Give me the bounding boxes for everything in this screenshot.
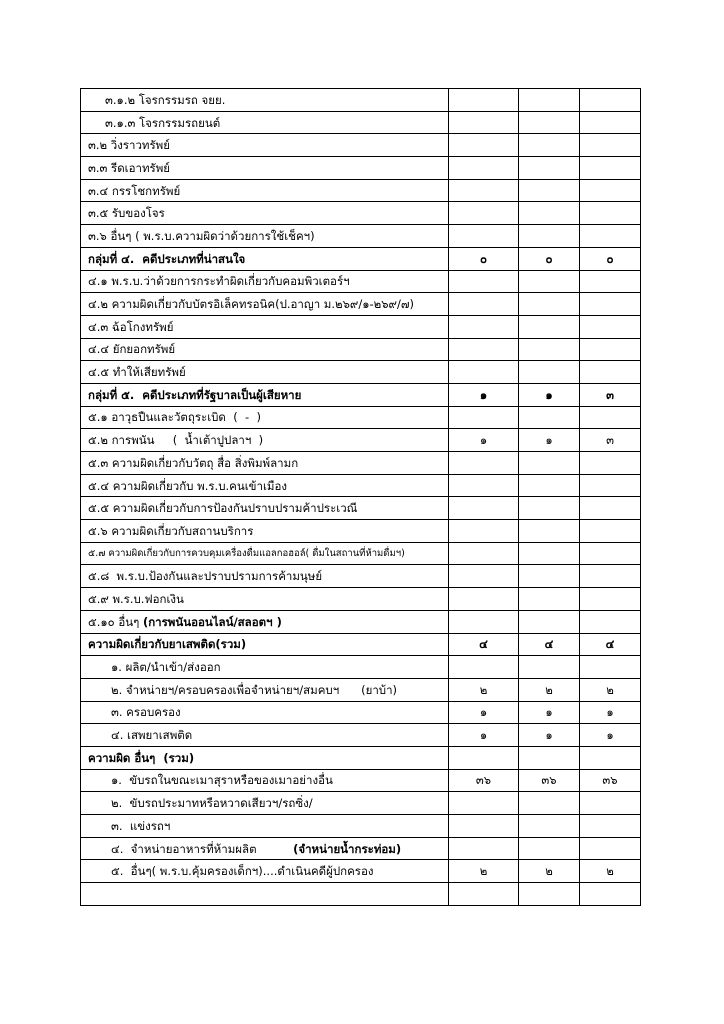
- value-cell-2: [519, 89, 580, 112]
- value-cell-1: [449, 497, 519, 520]
- row-label-text: ๓.๑.๓ โจรกรรมรถยนต์: [105, 115, 221, 130]
- row-label: [81, 315, 449, 338]
- row-label: [81, 452, 449, 475]
- value-cell-2: [519, 474, 580, 497]
- table-row: [81, 769, 641, 792]
- table-row: [81, 883, 641, 906]
- value-cell-3: [580, 656, 641, 679]
- table-row: [81, 724, 641, 747]
- value-cell-1: [449, 157, 519, 180]
- row-label-text: ๓.๒ วิ่งราวทรัพย์: [88, 138, 170, 153]
- row-label-text: ๒. ขับรถประมาทหรือหวาดเสียวฯ/รถซิ่ง/: [111, 796, 313, 811]
- table-row: [81, 111, 641, 134]
- value-cell-1: [449, 792, 519, 815]
- value-cell-1: ๒: [449, 860, 519, 883]
- value-cell-3: ๑: [580, 701, 641, 724]
- row-label: [81, 202, 449, 225]
- row-label-text: ๓.๔ กรรโชกทรัพย์: [88, 183, 181, 198]
- value-cell-3: [580, 202, 641, 225]
- value-cell-3: [580, 815, 641, 838]
- value-cell-2: [519, 746, 580, 769]
- value-cell-2: [519, 315, 580, 338]
- row-label-text: ๒. จำหน่ายฯ/ครอบครองเพื่อจำหน่ายฯ/สมคบฯ (ยาบ้า): [111, 682, 398, 697]
- value-cell-1: [449, 656, 519, 679]
- value-cell-1: [449, 883, 519, 906]
- value-cell-1: [449, 610, 519, 633]
- row-label-text: ๔. จำหน่ายอาหารที่ห้ามผลิต: [111, 841, 294, 856]
- value-cell-1: ๒: [449, 678, 519, 701]
- table-row: [81, 383, 641, 406]
- value-cell-3: [580, 746, 641, 769]
- row-label: [81, 247, 449, 270]
- row-label-text: ๔.๕ ทำให้เสียทรัพย์: [88, 365, 186, 380]
- row-label-text: ๕.๙ พ.ร.บ.ฟอกเงิน: [88, 591, 184, 606]
- row-label-text: ๔.๒ ความผิดเกี่ยวกับบัตรอิเล็คทรอนิค(ป.อาญา ม.๒๖๙/๑-๒๖๙/๗): [88, 297, 414, 312]
- row-label-text: ๕.๑ อาวุธปืนและวัตถุระเบิด ( - ): [88, 410, 261, 425]
- row-label: [81, 701, 449, 724]
- row-label-text: ๑. ผลิต/นำเข้า/ส่งออก: [111, 660, 221, 675]
- value-cell-3: [580, 542, 641, 565]
- table-row: [81, 202, 641, 225]
- row-label-text: กลุ่มที่ ๔. คดีประเภทที่น่าสนใจ: [88, 251, 246, 266]
- value-cell-3: ๓: [580, 383, 641, 406]
- row-label: [81, 565, 449, 588]
- value-cell-2: [519, 225, 580, 248]
- row-label-text: ความผิดเกี่ยวกับยาเสพติด(รวม): [88, 637, 247, 652]
- table-row: [81, 815, 641, 838]
- value-cell-2: [519, 157, 580, 180]
- value-cell-1: ๑: [449, 701, 519, 724]
- row-label: [81, 293, 449, 316]
- row-label-text: ๓. แข่งรถฯ: [111, 818, 171, 833]
- value-cell-2: [519, 656, 580, 679]
- table-row: [81, 474, 641, 497]
- value-cell-1: [449, 202, 519, 225]
- row-label-text: ๔.๔ ยักยอกทรัพย์: [88, 342, 176, 357]
- row-label: [81, 429, 449, 452]
- value-cell-1: [449, 315, 519, 338]
- value-cell-2: ๔: [519, 633, 580, 656]
- value-cell-2: [519, 452, 580, 475]
- table-row: [81, 315, 641, 338]
- table-row: [81, 361, 641, 384]
- table-row: [81, 225, 641, 248]
- row-label: [81, 792, 449, 815]
- row-label: [81, 588, 449, 611]
- value-cell-3: [580, 134, 641, 157]
- row-label: [81, 111, 449, 134]
- value-cell-1: [449, 89, 519, 112]
- value-cell-2: [519, 520, 580, 543]
- value-cell-3: [580, 157, 641, 180]
- row-label: [81, 179, 449, 202]
- value-cell-2: [519, 406, 580, 429]
- value-cell-2: ๐: [519, 247, 580, 270]
- table-row: [81, 792, 641, 815]
- value-cell-1: [449, 406, 519, 429]
- value-cell-3: [580, 792, 641, 815]
- row-label: [81, 610, 449, 633]
- row-label-text: กลุ่มที่ ๕. คดีประเภทที่รัฐบาลเป็นผู้เสียหาย: [88, 387, 302, 402]
- value-cell-2: [519, 293, 580, 316]
- row-label-text: ๕.๒ การพนัน ( น้ำเต้าปูปลาฯ ): [88, 433, 264, 448]
- value-cell-3: [580, 588, 641, 611]
- value-cell-1: ๑: [449, 429, 519, 452]
- value-cell-1: [449, 542, 519, 565]
- value-cell-3: ๓: [580, 429, 641, 452]
- row-label: [81, 724, 449, 747]
- table-row: [81, 452, 641, 475]
- table-row: [81, 270, 641, 293]
- row-label: [81, 860, 449, 883]
- value-cell-2: [519, 361, 580, 384]
- value-cell-2: [519, 134, 580, 157]
- table-row: [81, 565, 641, 588]
- row-label-emphasis: (จำหน่ายน้ำกระท่อม): [293, 841, 402, 856]
- row-label: [81, 837, 449, 860]
- row-label-text: ๔.๑ พ.ร.บ.ว่าด้วยการกระทำผิดเกี่ยวกับคอมพิวเตอร์ฯ: [88, 274, 350, 289]
- row-label-text: ๕.๑๐ อื่นๆ: [88, 614, 143, 629]
- value-cell-2: [519, 815, 580, 838]
- value-cell-3: ๐: [580, 247, 641, 270]
- row-label: [81, 542, 449, 565]
- value-cell-3: [580, 89, 641, 112]
- value-cell-1: [449, 134, 519, 157]
- row-label: [81, 678, 449, 701]
- value-cell-1: [449, 474, 519, 497]
- value-cell-1: ๐: [449, 247, 519, 270]
- value-cell-3: [580, 837, 641, 860]
- table-row: [81, 520, 641, 543]
- table-row: [81, 247, 641, 270]
- value-cell-2: [519, 610, 580, 633]
- value-cell-3: [580, 225, 641, 248]
- table-row: [81, 542, 641, 565]
- value-cell-3: ๑: [580, 724, 641, 747]
- value-cell-3: [580, 293, 641, 316]
- value-cell-3: [580, 474, 641, 497]
- row-label-text: ๔. เสพยาเสพติด: [111, 728, 193, 743]
- value-cell-2: [519, 792, 580, 815]
- value-cell-2: [519, 179, 580, 202]
- row-label: [81, 406, 449, 429]
- value-cell-1: [449, 179, 519, 202]
- table-row: [81, 89, 641, 112]
- value-cell-2: [519, 111, 580, 134]
- value-cell-2: [519, 270, 580, 293]
- value-cell-2: [519, 497, 580, 520]
- value-cell-2: ๑: [519, 383, 580, 406]
- value-cell-1: [449, 452, 519, 475]
- value-cell-2: ๒: [519, 860, 580, 883]
- value-cell-2: ๒: [519, 678, 580, 701]
- row-label-text: ๕.๕ ความผิดเกี่ยวกับการป้องกันปราบปรามค้าประเวณี: [88, 501, 358, 516]
- row-label: [81, 225, 449, 248]
- value-cell-3: ๒: [580, 678, 641, 701]
- value-cell-1: [449, 837, 519, 860]
- row-label-text: ความผิด อื่นๆ (รวม): [88, 750, 195, 765]
- row-label-text: ๔.๓ ฉ้อโกงทรัพย์: [88, 319, 174, 334]
- row-label: [81, 89, 449, 112]
- statistics-table: [80, 88, 641, 906]
- value-cell-3: [580, 361, 641, 384]
- value-cell-2: [519, 883, 580, 906]
- statistics-table-body: [81, 89, 641, 906]
- row-label: [81, 520, 449, 543]
- value-cell-3: ๓๖: [580, 769, 641, 792]
- row-label: [81, 497, 449, 520]
- value-cell-1: ๓๖: [449, 769, 519, 792]
- value-cell-1: [449, 815, 519, 838]
- row-label: [81, 815, 449, 838]
- row-label: [81, 883, 449, 906]
- value-cell-2: ๑: [519, 701, 580, 724]
- row-label-text: ๓.๓ รีดเอาทรัพย์: [88, 160, 171, 175]
- row-label-text: ๕.๘ พ.ร.บ.ป้องกันและปราบปรามการค้ามนุษย์: [88, 569, 323, 584]
- table-row: [81, 678, 641, 701]
- value-cell-3: [580, 111, 641, 134]
- row-label: [81, 656, 449, 679]
- value-cell-2: ๑: [519, 724, 580, 747]
- row-label: [81, 157, 449, 180]
- row-label-text: ๕.๗ ความผิดเกี่ยวกับการควบคุมเครื่องดื่มแอลกอฮอล์( ดื่มในสถานที่ห้ามดื่มฯ): [88, 547, 405, 559]
- value-cell-1: [449, 225, 519, 248]
- table-row: [81, 610, 641, 633]
- table-row: [81, 633, 641, 656]
- value-cell-3: [580, 315, 641, 338]
- value-cell-2: ๓๖: [519, 769, 580, 792]
- table-row: [81, 497, 641, 520]
- table-row: [81, 429, 641, 452]
- row-label: [81, 383, 449, 406]
- row-label-text: ๑. ขับรถในขณะเมาสุราหรือของเมาอย่างอื่น: [111, 773, 333, 788]
- value-cell-3: ๔: [580, 633, 641, 656]
- row-label: [81, 474, 449, 497]
- value-cell-1: [449, 293, 519, 316]
- row-label-text: ๓. ครอบครอง: [111, 705, 181, 720]
- table-row: [81, 588, 641, 611]
- value-cell-1: ๑: [449, 383, 519, 406]
- value-cell-3: [580, 883, 641, 906]
- row-label: [81, 633, 449, 656]
- value-cell-3: [580, 406, 641, 429]
- table-row: [81, 701, 641, 724]
- row-label-emphasis: (การพนันออนไลน์/สลอตฯ ): [142, 614, 282, 629]
- value-cell-3: [580, 179, 641, 202]
- value-cell-3: [580, 452, 641, 475]
- value-cell-1: [449, 111, 519, 134]
- row-label-text: ๕.๔ ความผิดเกี่ยวกับ พ.ร.บ.คนเข้าเมือง: [88, 478, 287, 493]
- value-cell-1: ๔: [449, 633, 519, 656]
- table-row: [81, 406, 641, 429]
- table-row: [81, 746, 641, 769]
- value-cell-3: [580, 270, 641, 293]
- value-cell-3: [580, 338, 641, 361]
- value-cell-1: [449, 520, 519, 543]
- value-cell-2: [519, 542, 580, 565]
- value-cell-3: [580, 520, 641, 543]
- row-label-text: ๕. อื่นๆ( พ.ร.บ.คุ้มครองเด็กฯ)....ดำเนินคดีผู้ปกครอง: [111, 864, 374, 879]
- row-label-text: ๕.๓ ความผิดเกี่ยวกับวัตถุ สื่อ สิ่งพิมพ์ลามก: [88, 455, 299, 470]
- value-cell-1: [449, 361, 519, 384]
- value-cell-1: [449, 588, 519, 611]
- row-label: [81, 270, 449, 293]
- row-label-text: ๕.๖ ความผิดเกี่ยวกับสถานบริการ: [88, 523, 254, 538]
- value-cell-2: [519, 202, 580, 225]
- row-label: [81, 769, 449, 792]
- table-row: [81, 837, 641, 860]
- value-cell-1: [449, 270, 519, 293]
- value-cell-1: [449, 338, 519, 361]
- table-row: [81, 179, 641, 202]
- table-row: [81, 338, 641, 361]
- value-cell-2: [519, 338, 580, 361]
- value-cell-1: [449, 565, 519, 588]
- table-row: [81, 157, 641, 180]
- table-row: [81, 134, 641, 157]
- row-label: [81, 134, 449, 157]
- value-cell-2: [519, 565, 580, 588]
- row-label-text: ๓.๕ รับของโจร: [88, 206, 165, 221]
- value-cell-2: [519, 588, 580, 611]
- row-label: [81, 338, 449, 361]
- row-label: [81, 746, 449, 769]
- table-row: [81, 293, 641, 316]
- table-row: [81, 860, 641, 883]
- row-label-text: ๓.๖ อื่นๆ ( พ.ร.บ.ความผิดว่าด้วยการใช้เช็คฯ): [88, 228, 315, 243]
- value-cell-3: ๒: [580, 860, 641, 883]
- value-cell-2: [519, 837, 580, 860]
- value-cell-1: [449, 746, 519, 769]
- value-cell-3: [580, 565, 641, 588]
- value-cell-3: [580, 497, 641, 520]
- value-cell-2: ๑: [519, 429, 580, 452]
- row-label: [81, 361, 449, 384]
- row-label-text: ๓.๑.๒ โจรกรรมรถ จยย.: [105, 92, 226, 107]
- table-row: [81, 656, 641, 679]
- value-cell-1: ๑: [449, 724, 519, 747]
- value-cell-3: [580, 610, 641, 633]
